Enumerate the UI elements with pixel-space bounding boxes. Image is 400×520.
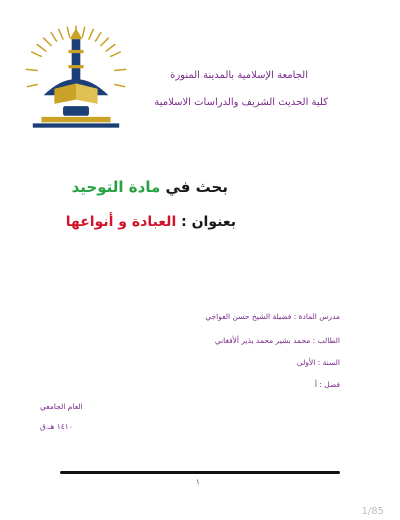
student-line: الطالب : محمد بشير محمد يذير ألأفغاني [214,336,340,345]
hijri-year: ١٤١٠ هـ.ق [40,422,73,431]
topic-value: العبادة و أنواعها [65,214,177,230]
footer-rule [60,471,340,474]
logo-base-shadow [33,123,119,127]
minaret-icon [68,28,83,82]
subject-name: مادة التوحيد [71,178,161,196]
logo-base [41,117,110,122]
academic-year-label: العام الجامعي [40,402,83,411]
logo-plaque [63,106,89,116]
year-line: السنة : الأولى [296,358,340,367]
research-prefix: بحث في [160,178,228,196]
research-title [72,178,228,196]
teacher-line: مدرس المادة : فضيلة الشيخ حسن العواجي [205,312,340,321]
topic-label: بعنوان : [176,214,236,230]
section-line: فصل : أ [314,380,340,389]
page-number: ١ [196,478,200,486]
page-counter: 1/85 [361,506,384,517]
college-name: كلية الحديث الشريف والدراسات الاسلامية [154,97,328,108]
research-topic [66,214,236,230]
university-name: الجامعة الإسلامية بالمدينة المنورة [170,70,308,81]
university-logo-icon [22,24,130,132]
